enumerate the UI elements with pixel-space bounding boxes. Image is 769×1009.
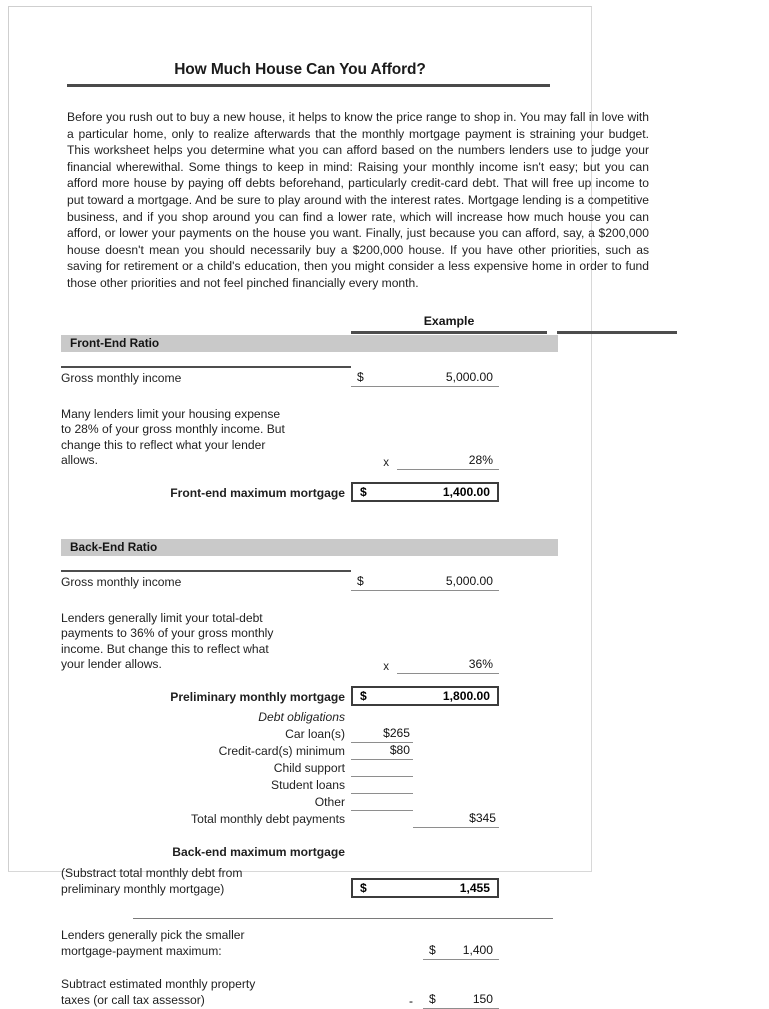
debt-label: Car loan(s) <box>285 726 345 741</box>
back-end-gross-income-cell[interactable] <box>351 574 499 591</box>
front-end-multiplier-cell[interactable] <box>397 453 499 470</box>
back-end-band-underline-row <box>61 556 701 572</box>
preliminary-mortgage-label: Preliminary monthly mortgage <box>170 689 345 704</box>
title-divider <box>67 84 550 87</box>
currency-symbol: $ <box>357 573 364 588</box>
back-end-underline <box>61 570 351 572</box>
row-back-end-gross-income <box>61 574 701 591</box>
property-tax-line2: taxes (or call tax assessor) <box>61 992 205 1007</box>
section-label-front-end: Front-End Ratio <box>70 336 160 351</box>
smaller-maximum-value: 1,400 <box>462 942 493 957</box>
back-end-maximum-note-line2: preliminary monthly mortgage) <box>61 881 225 896</box>
debt-label: Credit-card(s) minimum <box>218 743 345 758</box>
property-tax-line1: Subtract estimated monthly property <box>61 976 256 991</box>
debt-row <box>61 777 701 794</box>
total-debt-cell[interactable] <box>413 811 499 828</box>
currency-symbol: $ <box>429 991 436 1006</box>
back-end-gross-income-label: Gross monthly income <box>61 574 182 589</box>
front-end-gross-income-cell[interactable] <box>351 370 499 387</box>
row-preliminary-mortgage <box>61 686 701 706</box>
front-end-gross-income-label: Gross monthly income <box>61 370 182 385</box>
debt-value-cell[interactable] <box>351 794 413 811</box>
page-title: How Much House Can You Afford? <box>174 61 426 78</box>
debt-label: Child support <box>273 760 345 775</box>
row-back-end-maximum <box>61 865 701 898</box>
title-block <box>9 61 593 87</box>
smaller-maximum-line2: mortgage-payment maximum: <box>61 943 222 958</box>
front-end-note: Many lenders limit your housing expense to 28% of your gross monthly income. But change this to reflect what your lender allows. <box>61 406 285 468</box>
row-property-tax <box>61 976 701 1009</box>
debt-row <box>61 726 701 743</box>
back-end-maximum-value: 1,455 <box>459 880 490 895</box>
preliminary-mortgage-cell[interactable] <box>351 686 499 706</box>
front-end-maximum-cell[interactable] <box>351 482 499 502</box>
back-end-maximum-note <box>61 865 351 898</box>
currency-symbol: $ <box>429 942 436 957</box>
front-end-maximum-value: 1,400.00 <box>442 484 490 499</box>
row-smaller-maximum <box>61 927 701 960</box>
property-tax-operator: - <box>409 993 413 1008</box>
debt-label: Student loans <box>271 777 345 792</box>
front-end-multiplier-symbol: x <box>383 455 389 469</box>
currency-symbol: $ <box>360 484 367 499</box>
back-end-gross-income-value: 5,000.00 <box>445 573 493 588</box>
section-label-back-end: Back-End Ratio <box>70 540 158 555</box>
debt-value <box>407 777 410 791</box>
back-end-maximum-note-line1: (Substract total monthly debt from <box>61 865 243 880</box>
back-end-multiplier-value: 36% <box>468 656 493 671</box>
debt-value-cell[interactable] <box>351 777 413 794</box>
row-back-end-note <box>61 611 701 674</box>
row-front-end-note <box>61 407 701 470</box>
property-tax-label <box>61 976 351 1009</box>
debt-obligations-list <box>61 726 769 811</box>
debt-value: $80 <box>389 742 410 757</box>
row-front-end-maximum <box>61 482 701 502</box>
document-body <box>9 7 769 1009</box>
smaller-maximum-cell[interactable] <box>423 943 499 960</box>
smaller-maximum-line1: Lenders generally pick the smaller <box>61 927 245 942</box>
worksheet-table <box>9 314 769 1009</box>
worksheet-page <box>8 6 649 1008</box>
back-end-multiplier-cell[interactable] <box>397 657 499 674</box>
currency-symbol: $ <box>360 880 367 895</box>
debt-value <box>407 794 410 808</box>
total-debt-value: $345 <box>469 810 496 825</box>
debt-row <box>61 794 701 811</box>
debt-value-cell[interactable] <box>351 726 413 743</box>
preliminary-mortgage-value: 1,800.00 <box>442 688 490 703</box>
row-total-debt <box>61 811 701 828</box>
debt-value-cell[interactable] <box>351 743 413 760</box>
debt-row <box>61 743 701 760</box>
intro-paragraph: Before you rush out to buy a new house, it helps to know the price range to shop in. You may fall in love with a particular home, only to realize afterwards that the monthly mortgage payment is straining your budget. This worksheet helps you determine what you can afford based on the numbers lenders use to judge your financial wherewithal. Some things to keep in mind: Raising your monthly income isn't easy; but you can afford more house by paying off debts beforehand, particularly credit-card debt. That will free up income to put toward a mortgage. And be sure to play around with the interest rates. Mortgage lending is a competitive business, and if you shop around you can find a lower rate, which will increase how much house you can afford, or lower your payments on the house you want. Finally, just because you can afford, say, a $200,000 house doesn't mean you should necessarily buy a $200,000 house. If you have other priorities, such as saving for retirement or a child's education, then you might consider a less expensive home in order to fund those other priorities and not feel pinched financially every month. <box>67 110 649 290</box>
smaller-maximum-label <box>61 927 351 960</box>
debt-obligations-label: Debt obligations <box>258 709 345 724</box>
debt-label: Other <box>314 794 345 809</box>
section-band-back-end <box>61 539 558 556</box>
front-end-band-underline-row <box>61 352 701 368</box>
section-band-front-end <box>61 335 558 352</box>
row-debt-obligations-header <box>61 709 701 726</box>
front-end-underline <box>61 366 351 368</box>
column-header-example: Example <box>351 314 547 334</box>
column-header-row <box>61 314 701 334</box>
front-end-maximum-label: Front-end maximum mortgage <box>170 485 345 500</box>
total-debt-label: Total monthly debt payments <box>191 811 345 826</box>
back-end-maximum-cell[interactable] <box>351 878 499 898</box>
debt-value <box>407 760 410 774</box>
back-end-multiplier-symbol: x <box>383 659 389 673</box>
row-back-end-maximum-label <box>61 844 701 861</box>
debt-value: $265 <box>383 725 410 740</box>
front-end-multiplier-value: 28% <box>468 452 493 467</box>
property-tax-cell[interactable] <box>423 992 499 1009</box>
currency-symbol: $ <box>357 369 364 384</box>
row-front-end-gross-income <box>61 370 701 387</box>
back-end-note: Lenders generally limit your total-debt payments to 36% of your gross monthly income. But change this to reflect what your lender allows. <box>61 610 274 672</box>
debt-row <box>61 760 701 777</box>
currency-symbol: $ <box>360 688 367 703</box>
back-end-maximum-label: Back-end maximum mortgage <box>172 844 345 859</box>
front-end-gross-income-value: 5,000.00 <box>445 369 493 384</box>
column-header-second <box>557 314 677 334</box>
property-tax-value: 150 <box>472 991 493 1006</box>
debt-value-cell[interactable] <box>351 760 413 777</box>
